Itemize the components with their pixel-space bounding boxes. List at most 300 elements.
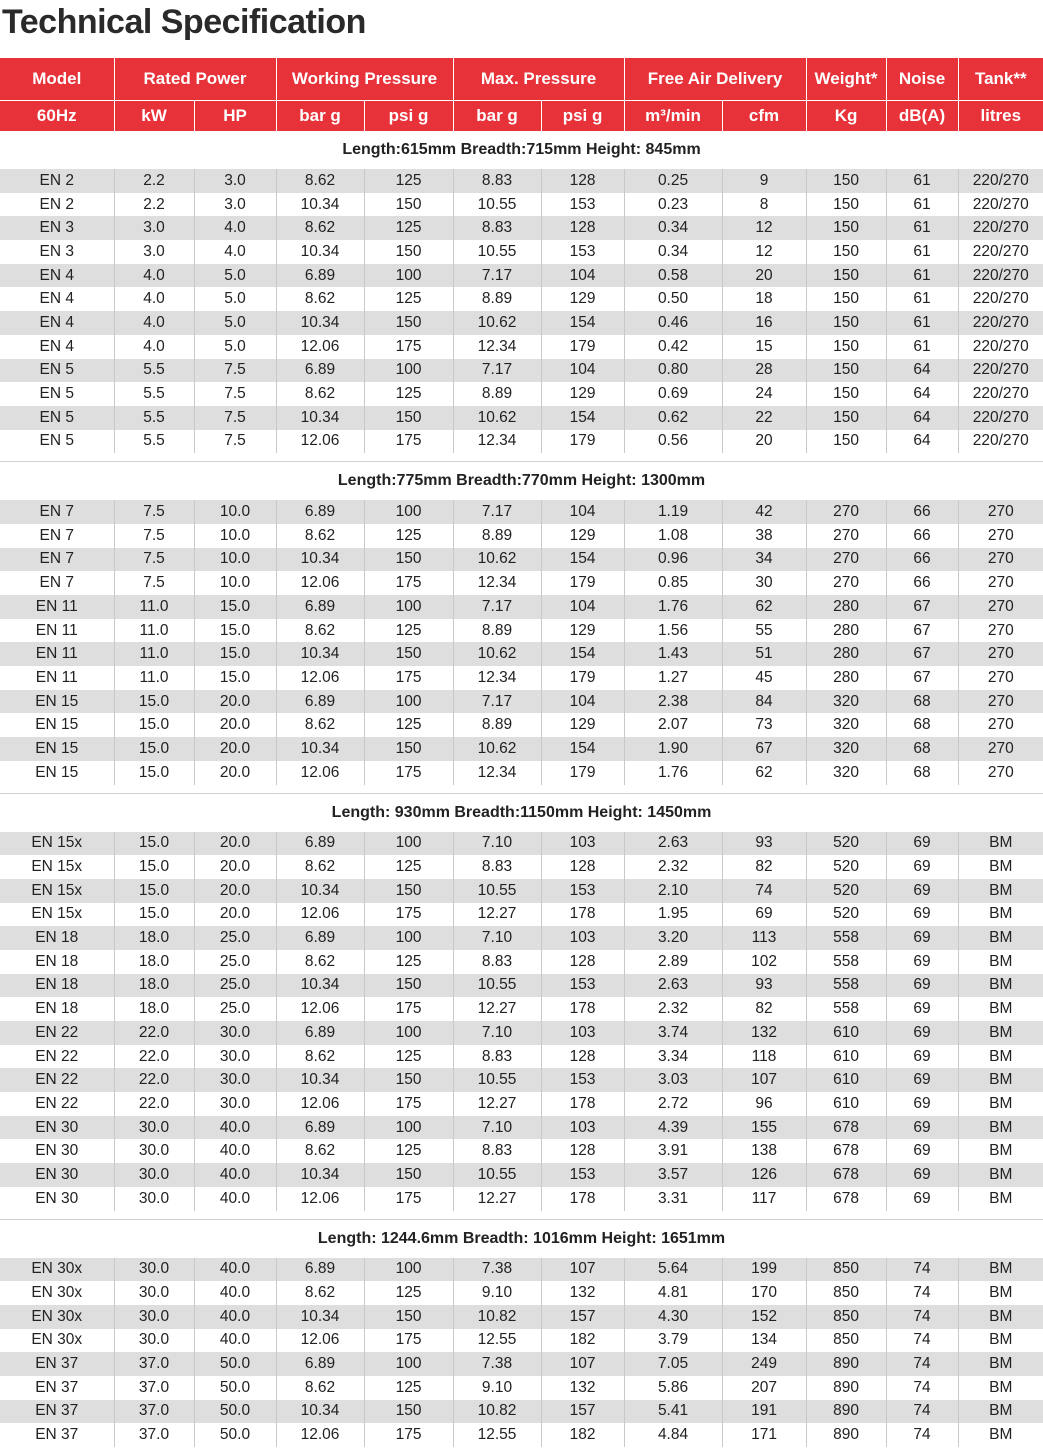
table-cell: 82 <box>722 855 806 879</box>
table-cell: 22 <box>722 406 806 430</box>
table-cell: BM <box>958 1376 1043 1400</box>
table-cell: 12.06 <box>276 430 364 454</box>
table-cell: 10.62 <box>453 406 541 430</box>
table-cell: 61 <box>886 335 958 359</box>
model-cell: EN 18 <box>0 950 114 974</box>
table-cell: BM <box>958 1045 1043 1069</box>
table-cell: 37.0 <box>114 1352 194 1376</box>
table-cell: 8.62 <box>276 1281 364 1305</box>
model-cell: EN 4 <box>0 311 114 335</box>
table-cell: 8.89 <box>453 287 541 311</box>
unit-m3-min: m³/min <box>624 101 722 132</box>
unit-max-psi: psi g <box>541 101 624 132</box>
table-cell: 10.34 <box>276 879 364 903</box>
table-row <box>0 571 1043 595</box>
table-cell: 1.27 <box>624 666 722 690</box>
table-cell: 0.23 <box>624 193 722 217</box>
table-cell: 74 <box>886 1400 958 1424</box>
table-cell: 30.0 <box>114 1116 194 1140</box>
table-cell: 30.0 <box>114 1329 194 1353</box>
header-working-pressure: Working Pressure <box>276 58 453 101</box>
table-cell: 150 <box>364 311 453 335</box>
table-cell: 610 <box>806 1045 886 1069</box>
table-cell: 132 <box>722 1021 806 1045</box>
table-cell: 125 <box>364 1045 453 1069</box>
separator-cell <box>0 453 1043 462</box>
table-cell: 153 <box>541 879 624 903</box>
table-cell: 178 <box>541 997 624 1021</box>
table-cell: 50.0 <box>194 1352 276 1376</box>
table-cell: 0.80 <box>624 359 722 383</box>
unit-working-bar: bar g <box>276 101 364 132</box>
table-row <box>0 855 1043 879</box>
table-cell: 69 <box>886 832 958 856</box>
table-cell: 3.74 <box>624 1021 722 1045</box>
table-cell: 15.0 <box>114 855 194 879</box>
model-cell: EN 15 <box>0 737 114 761</box>
table-cell: 182 <box>541 1329 624 1353</box>
table-cell: 220/270 <box>958 311 1043 335</box>
table-cell: 3.34 <box>624 1045 722 1069</box>
table-cell: 152 <box>722 1305 806 1329</box>
separator-cell <box>0 1211 1043 1220</box>
table-cell: 128 <box>541 216 624 240</box>
table-cell: 2.38 <box>624 690 722 714</box>
table-cell: 6.89 <box>276 1258 364 1282</box>
table-row <box>0 1139 1043 1163</box>
table-cell: 6.89 <box>276 359 364 383</box>
table-cell: 890 <box>806 1400 886 1424</box>
table-cell: 8.62 <box>276 382 364 406</box>
table-cell: 220/270 <box>958 169 1043 193</box>
table-cell: 7.17 <box>453 690 541 714</box>
table-cell: 128 <box>541 169 624 193</box>
table-cell: 11.0 <box>114 595 194 619</box>
model-cell: EN 22 <box>0 1092 114 1116</box>
table-cell: 320 <box>806 690 886 714</box>
table-cell: 610 <box>806 1021 886 1045</box>
table-cell: 100 <box>364 1116 453 1140</box>
header-row-groups <box>0 58 1043 101</box>
model-cell: EN 15x <box>0 903 114 927</box>
table-cell: 3.31 <box>624 1187 722 1211</box>
table-cell: 1.95 <box>624 903 722 927</box>
table-cell: 12.34 <box>453 571 541 595</box>
table-cell: 850 <box>806 1329 886 1353</box>
table-cell: 11.0 <box>114 619 194 643</box>
table-cell: 20 <box>722 264 806 288</box>
table-cell: 150 <box>364 879 453 903</box>
table-cell: 890 <box>806 1352 886 1376</box>
table-cell: 150 <box>806 264 886 288</box>
table-cell: 1.43 <box>624 642 722 666</box>
table-cell: 4.0 <box>114 264 194 288</box>
table-cell: 118 <box>722 1045 806 1069</box>
table-cell: 12.06 <box>276 903 364 927</box>
table-row <box>0 713 1043 737</box>
table-cell: 155 <box>722 1116 806 1140</box>
table-cell: 125 <box>364 524 453 548</box>
table-cell: 280 <box>806 619 886 643</box>
table-cell: 30.0 <box>114 1139 194 1163</box>
table-cell: 10.62 <box>453 737 541 761</box>
table-cell: 8.62 <box>276 216 364 240</box>
table-cell: 100 <box>364 359 453 383</box>
table-cell: 69 <box>886 879 958 903</box>
table-cell: 8.83 <box>453 1045 541 1069</box>
table-row <box>0 311 1043 335</box>
table-cell: 30.0 <box>194 1068 276 1092</box>
table-cell: 7.17 <box>453 595 541 619</box>
table-cell: 4.84 <box>624 1423 722 1447</box>
table-cell: 68 <box>886 737 958 761</box>
table-cell: 7.5 <box>194 406 276 430</box>
table-cell: BM <box>958 903 1043 927</box>
table-cell: 45 <box>722 666 806 690</box>
table-cell: 0.96 <box>624 548 722 572</box>
table-cell: 150 <box>806 216 886 240</box>
table-cell: 175 <box>364 1187 453 1211</box>
table-cell: 20.0 <box>194 690 276 714</box>
table-cell: 12.06 <box>276 1423 364 1447</box>
table-cell: 8.62 <box>276 619 364 643</box>
table-cell: BM <box>958 1281 1043 1305</box>
table-cell: 15.0 <box>114 761 194 785</box>
table-cell: 150 <box>364 1400 453 1424</box>
table-cell: 40.0 <box>194 1258 276 1282</box>
table-cell: 4.0 <box>114 311 194 335</box>
table-cell: 61 <box>886 287 958 311</box>
table-cell: 22.0 <box>114 1045 194 1069</box>
table-row <box>0 1352 1043 1376</box>
table-cell: 191 <box>722 1400 806 1424</box>
table-cell: 4.39 <box>624 1116 722 1140</box>
table-cell: 150 <box>806 169 886 193</box>
table-cell: 10.34 <box>276 311 364 335</box>
section-dimensions: Length:775mm Breadth:770mm Height: 1300mm <box>0 462 1043 501</box>
table-cell: 25.0 <box>194 997 276 1021</box>
table-cell: 30.0 <box>114 1187 194 1211</box>
table-cell: 37.0 <box>114 1376 194 1400</box>
model-cell: EN 30 <box>0 1187 114 1211</box>
table-cell: 0.56 <box>624 430 722 454</box>
table-cell: 10.55 <box>453 1163 541 1187</box>
header-rated-power: Rated Power <box>114 58 276 101</box>
table-cell: 6.89 <box>276 595 364 619</box>
table-cell: 678 <box>806 1163 886 1187</box>
table-cell: 2.72 <box>624 1092 722 1116</box>
table-body <box>0 131 1043 1447</box>
table-cell: 150 <box>806 430 886 454</box>
table-cell: 40.0 <box>194 1187 276 1211</box>
table-cell: 270 <box>958 761 1043 785</box>
table-cell: 30.0 <box>114 1305 194 1329</box>
table-cell: 100 <box>364 500 453 524</box>
table-cell: 74 <box>886 1376 958 1400</box>
table-cell: 10.55 <box>453 1068 541 1092</box>
model-cell: EN 37 <box>0 1352 114 1376</box>
table-cell: 61 <box>886 311 958 335</box>
table-cell: 69 <box>886 1163 958 1187</box>
model-cell: EN 30x <box>0 1281 114 1305</box>
model-cell: EN 22 <box>0 1045 114 1069</box>
table-cell: 270 <box>806 500 886 524</box>
table-cell: 153 <box>541 240 624 264</box>
header-max-pressure: Max. Pressure <box>453 58 624 101</box>
table-cell: 67 <box>886 619 958 643</box>
table-cell: 74 <box>886 1423 958 1447</box>
table-cell: 107 <box>722 1068 806 1092</box>
table-cell: 100 <box>364 1352 453 1376</box>
model-cell: EN 37 <box>0 1400 114 1424</box>
table-cell: BM <box>958 1329 1043 1353</box>
table-cell: 18.0 <box>114 997 194 1021</box>
table-cell: 93 <box>722 974 806 998</box>
table-cell: 5.86 <box>624 1376 722 1400</box>
table-row <box>0 1116 1043 1140</box>
table-cell: 150 <box>364 193 453 217</box>
table-cell: 154 <box>541 737 624 761</box>
table-cell: 8.89 <box>453 382 541 406</box>
table-cell: 8.89 <box>453 619 541 643</box>
header-row-units <box>0 101 1043 132</box>
table-cell: 8.62 <box>276 950 364 974</box>
table-cell: 15.0 <box>194 642 276 666</box>
table-cell: 178 <box>541 903 624 927</box>
table-row <box>0 1187 1043 1211</box>
table-cell: 113 <box>722 926 806 950</box>
table-cell: 125 <box>364 619 453 643</box>
table-cell: 8.62 <box>276 524 364 548</box>
table-cell: BM <box>958 1068 1043 1092</box>
table-cell: 8.83 <box>453 216 541 240</box>
section-dimensions: Length: 930mm Breadth:1150mm Height: 1450mm <box>0 793 1043 832</box>
table-cell: 220/270 <box>958 430 1043 454</box>
table-cell: 67 <box>722 737 806 761</box>
table-cell: 8.62 <box>276 713 364 737</box>
table-cell: 18.0 <box>114 974 194 998</box>
table-row <box>0 1092 1043 1116</box>
table-cell: 102 <box>722 950 806 974</box>
table-cell: BM <box>958 1092 1043 1116</box>
table-cell: 9.10 <box>453 1281 541 1305</box>
table-cell: 68 <box>886 713 958 737</box>
model-cell: EN 30 <box>0 1116 114 1140</box>
table-cell: 117 <box>722 1187 806 1211</box>
unit-hp: HP <box>194 101 276 132</box>
table-cell: 12.06 <box>276 1329 364 1353</box>
table-cell: 10.34 <box>276 737 364 761</box>
table-cell: 69 <box>886 1116 958 1140</box>
model-cell: EN 30x <box>0 1305 114 1329</box>
table-cell: 1.90 <box>624 737 722 761</box>
table-cell: 82 <box>722 997 806 1021</box>
table-cell: 10.34 <box>276 1305 364 1329</box>
table-row <box>0 903 1043 927</box>
table-row <box>0 500 1043 524</box>
table-cell: 610 <box>806 1092 886 1116</box>
table-cell: 30.0 <box>114 1163 194 1187</box>
table-cell: 10.34 <box>276 1068 364 1092</box>
table-cell: 520 <box>806 855 886 879</box>
table-cell: BM <box>958 1352 1043 1376</box>
table-cell: 4.0 <box>114 335 194 359</box>
table-cell: 104 <box>541 359 624 383</box>
table-row <box>0 1423 1043 1447</box>
table-cell: BM <box>958 1116 1043 1140</box>
table-cell: 10.34 <box>276 240 364 264</box>
table-cell: 178 <box>541 1092 624 1116</box>
table-cell: 12.27 <box>453 997 541 1021</box>
table-cell: 68 <box>886 761 958 785</box>
table-cell: 850 <box>806 1281 886 1305</box>
table-cell: 69 <box>722 903 806 927</box>
table-cell: 73 <box>722 713 806 737</box>
model-cell: EN 15x <box>0 879 114 903</box>
table-row <box>0 974 1043 998</box>
table-cell: 10.82 <box>453 1305 541 1329</box>
table-cell: 66 <box>886 548 958 572</box>
table-row <box>0 1376 1043 1400</box>
table-row <box>0 1045 1043 1069</box>
table-cell: 270 <box>958 666 1043 690</box>
table-cell: 125 <box>364 713 453 737</box>
section-dimensions-row <box>0 131 1043 169</box>
unit-litres: litres <box>958 101 1043 132</box>
table-cell: 125 <box>364 1376 453 1400</box>
table-row <box>0 1163 1043 1187</box>
table-cell: 9.10 <box>453 1376 541 1400</box>
table-cell: 61 <box>886 193 958 217</box>
table-cell: 16 <box>722 311 806 335</box>
table-cell: 150 <box>806 359 886 383</box>
table-row <box>0 997 1043 1021</box>
table-cell: 7.10 <box>453 1116 541 1140</box>
table-cell: 12.06 <box>276 666 364 690</box>
table-cell: 175 <box>364 1423 453 1447</box>
table-cell: 22.0 <box>114 1021 194 1045</box>
table-cell: 7.38 <box>453 1352 541 1376</box>
table-cell: 558 <box>806 950 886 974</box>
table-cell: 132 <box>541 1376 624 1400</box>
table-row <box>0 1281 1043 1305</box>
table-cell: 678 <box>806 1139 886 1163</box>
table-cell: 10.34 <box>276 193 364 217</box>
table-row <box>0 619 1043 643</box>
model-cell: EN 22 <box>0 1021 114 1045</box>
unit-working-psi: psi g <box>364 101 453 132</box>
table-cell: 67 <box>886 595 958 619</box>
table-cell: 7.17 <box>453 500 541 524</box>
table-cell: 103 <box>541 1021 624 1045</box>
table-cell: 12.34 <box>453 761 541 785</box>
table-cell: 15.0 <box>114 737 194 761</box>
table-cell: 150 <box>806 311 886 335</box>
table-cell: 6.89 <box>276 832 364 856</box>
table-cell: 5.64 <box>624 1258 722 1282</box>
table-row <box>0 430 1043 454</box>
table-row <box>0 287 1043 311</box>
model-cell: EN 5 <box>0 382 114 406</box>
table-cell: 154 <box>541 311 624 335</box>
table-cell: 520 <box>806 832 886 856</box>
table-cell: 2.32 <box>624 855 722 879</box>
table-cell: 5.0 <box>194 311 276 335</box>
table-cell: 850 <box>806 1305 886 1329</box>
section-separator <box>0 1211 1043 1220</box>
table-cell: 6.89 <box>276 500 364 524</box>
table-cell: 129 <box>541 382 624 406</box>
table-cell: 7.38 <box>453 1258 541 1282</box>
table-cell: 150 <box>806 406 886 430</box>
table-cell: 64 <box>886 406 958 430</box>
table-cell: 150 <box>806 382 886 406</box>
table-cell: 129 <box>541 713 624 737</box>
table-cell: 20.0 <box>194 879 276 903</box>
table-cell: 18.0 <box>114 950 194 974</box>
table-cell: 270 <box>958 571 1043 595</box>
table-cell: 62 <box>722 761 806 785</box>
table-cell: 175 <box>364 1329 453 1353</box>
table-cell: 125 <box>364 1139 453 1163</box>
section-dimensions-row <box>0 462 1043 501</box>
table-cell: 10.34 <box>276 548 364 572</box>
header-model: Model <box>0 58 114 101</box>
table-cell: 128 <box>541 1139 624 1163</box>
table-cell: 175 <box>364 666 453 690</box>
table-row <box>0 1400 1043 1424</box>
table-cell: 220/270 <box>958 264 1043 288</box>
table-cell: 12.34 <box>453 335 541 359</box>
table-cell: 125 <box>364 169 453 193</box>
table-cell: 12.27 <box>453 1187 541 1211</box>
table-cell: 0.85 <box>624 571 722 595</box>
table-cell: 104 <box>541 500 624 524</box>
table-cell: 20.0 <box>194 832 276 856</box>
table-cell: 10.62 <box>453 311 541 335</box>
table-row <box>0 1305 1043 1329</box>
table-cell: 69 <box>886 926 958 950</box>
section-dimensions-row <box>0 1219 1043 1258</box>
table-cell: 0.50 <box>624 287 722 311</box>
table-row <box>0 169 1043 193</box>
table-cell: 125 <box>364 287 453 311</box>
table-cell: 0.25 <box>624 169 722 193</box>
table-cell: 7.5 <box>114 548 194 572</box>
table-cell: 175 <box>364 335 453 359</box>
table-cell: 10.34 <box>276 1400 364 1424</box>
table-cell: 74 <box>886 1281 958 1305</box>
table-cell: 3.0 <box>114 216 194 240</box>
table-cell: 30.0 <box>194 1092 276 1116</box>
table-cell: 20.0 <box>194 903 276 927</box>
table-cell: BM <box>958 1021 1043 1045</box>
table-cell: 55 <box>722 619 806 643</box>
table-cell: 10.34 <box>276 642 364 666</box>
table-cell: 20.0 <box>194 761 276 785</box>
unit-max-bar: bar g <box>453 101 541 132</box>
table-cell: 270 <box>958 713 1043 737</box>
table-cell: 69 <box>886 1045 958 1069</box>
table-cell: 4.30 <box>624 1305 722 1329</box>
table-row <box>0 382 1043 406</box>
table-cell: 25.0 <box>194 926 276 950</box>
table-cell: 10.55 <box>453 240 541 264</box>
table-cell: 10.0 <box>194 500 276 524</box>
section-separator <box>0 453 1043 462</box>
table-cell: 3.0 <box>194 193 276 217</box>
table-cell: BM <box>958 1423 1043 1447</box>
